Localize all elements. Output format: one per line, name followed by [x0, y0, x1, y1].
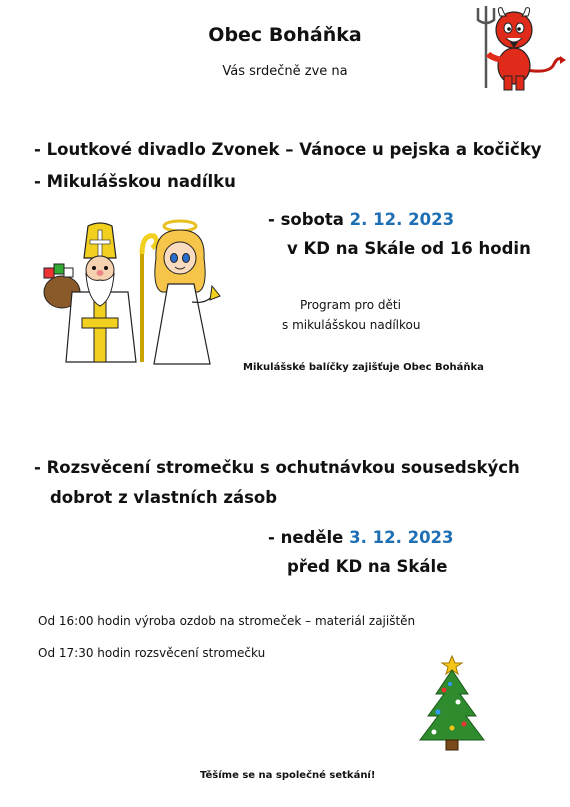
schedule-line-2: Od 17:30 hodin rozsvěcení stromečku — [38, 646, 266, 660]
event-tree-lighting: - Rozsvěcení stromečku s ochutnávkou sousedských — [34, 458, 520, 477]
angel-illustration — [140, 218, 230, 368]
event2-day: - neděle — [268, 528, 350, 547]
schedule-line-1: Od 16:00 hodin výroba ozdob na stromeček – materiál zajištěn — [38, 614, 416, 628]
event-tree-lighting-line-2: dobrot z vlastních zásob — [50, 488, 278, 507]
page-subtitle: Vás srdečně zve na — [222, 64, 348, 79]
event1-day: - sobota — [268, 210, 350, 229]
saint-nicholas-illustration — [36, 222, 156, 372]
devil-illustration — [468, 4, 568, 92]
event1-date — [268, 210, 454, 229]
event-puppet-theatre: - Loutkové divadlo Zvonek – Vánoce u pejska a kočičky — [34, 140, 542, 159]
event2-place: před KD na Skále — [287, 557, 448, 576]
event1-date-value: 2. 12. 2023 — [349, 210, 455, 229]
event2-date — [268, 528, 454, 547]
packages-note: Mikulášské balíčky zajišťuje Obec Boháňka — [243, 362, 484, 373]
page-title: Obec Boháňka — [208, 24, 362, 46]
event1-place: v KD na Skále od 16 hodin — [287, 239, 531, 258]
program-line-1: Program pro děti — [300, 298, 401, 312]
closing-line: Těšíme se na společné setkání! — [200, 770, 376, 781]
christmas-tree-illustration — [414, 654, 484, 752]
program-line-2: s mikulášskou nadílkou — [282, 318, 421, 332]
event-mikulas-gifts: - Mikulášskou nadílku — [34, 172, 236, 191]
event2-date-value: 3. 12. 2023 — [349, 528, 454, 547]
